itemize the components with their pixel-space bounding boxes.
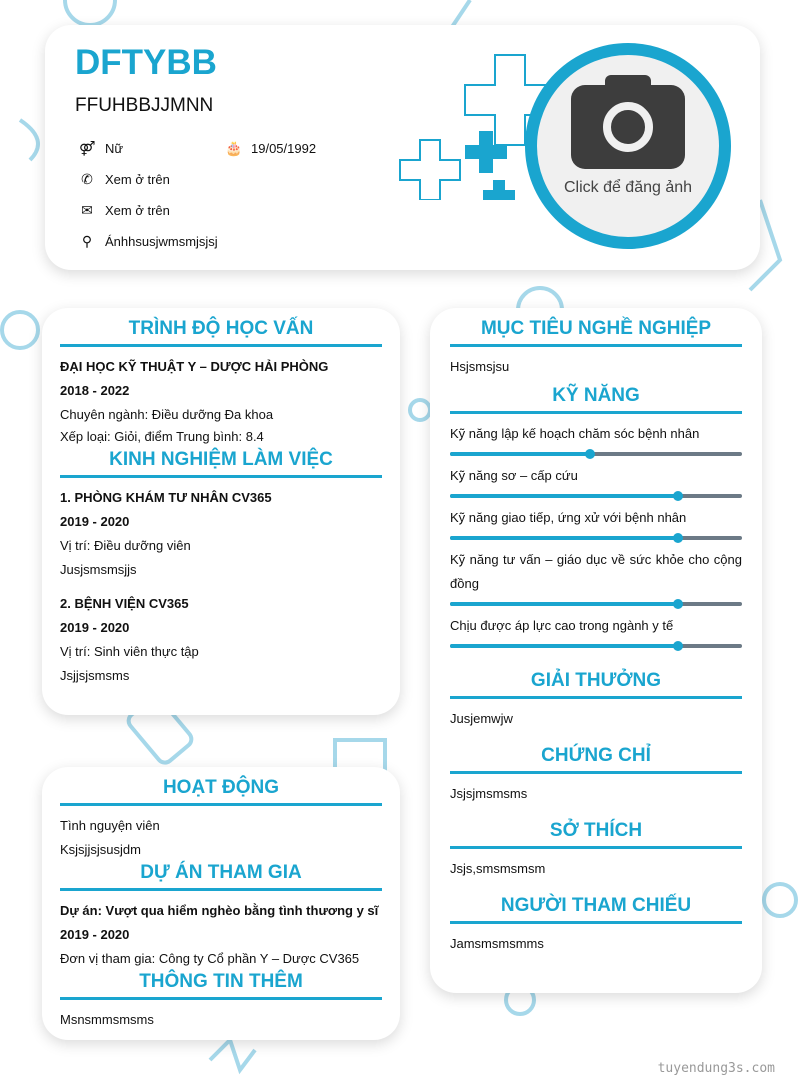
company: 2. BỆNH VIỆN CV365 (60, 596, 189, 611)
skill-level-handle (673, 491, 683, 501)
phone: Xem ở trên (105, 172, 170, 187)
job-title: FFUHBBJJMNN (75, 95, 214, 116)
awards-heading: GIẢI THƯỞNG (450, 656, 742, 699)
candidate-name: DFTYBB (75, 43, 217, 82)
activities-heading: HOẠT ĐỘNG (60, 767, 382, 806)
watermark: tuyendung3s.com (657, 1061, 775, 1076)
activity-role: Tình nguyện viên (60, 818, 160, 833)
skills-list (450, 422, 742, 648)
skill-level-slider (450, 602, 742, 606)
hobbies-heading: SỞ THÍCH (450, 806, 742, 849)
skill-level-handle (673, 533, 683, 543)
envelope-icon: ✉ (81, 202, 93, 218)
location-pin-icon: ⚲ (81, 233, 93, 249)
skill-level-fill (450, 602, 678, 606)
experience-item (60, 592, 382, 688)
skill-item (450, 614, 742, 648)
certificates-text: Jsjsjmsmsms (450, 786, 528, 801)
skill-level-handle (585, 449, 595, 459)
references-heading: NGƯỜI THAM CHIẾU (450, 881, 742, 924)
major: Chuyên ngành: Điều dưỡng Đa khoa (60, 407, 274, 422)
description: Jusjsmsmsjjs (60, 562, 137, 577)
right-column-card (430, 308, 762, 993)
skill-level-slider (450, 494, 742, 498)
awards-text: Jusjemwjw (450, 711, 513, 726)
skill-label: Kỹ năng lập kế hoạch chăm sóc bệnh nhân (450, 426, 700, 441)
experience-heading: KINH NGHIỆM LÀM VIỆC (60, 449, 382, 478)
skill-level-fill (450, 494, 678, 498)
references-text: Jamsmsmsmms (450, 936, 544, 951)
skill-level-handle (673, 599, 683, 609)
phone-row (79, 171, 170, 188)
skills-heading: KỸ NĂNG (450, 379, 742, 414)
birthday-row (225, 140, 316, 157)
email: Xem ở trên (105, 203, 170, 218)
grade: Xếp loại: Giỏi, điểm Trung bình: 8.4 (60, 429, 264, 444)
project-name: Dự án: Vượt qua hiểm nghèo bằng tình thương y sĩ (60, 903, 379, 918)
education-heading: TRÌNH ĐỘ HỌC VẤN (60, 308, 382, 347)
projects-heading: DỰ ÁN THAM GIA (60, 862, 382, 891)
certificates-heading: CHỨNG CHỈ (450, 731, 742, 774)
objective-heading: MỤC TIÊU NGHỀ NGHIỆP (450, 308, 742, 347)
skill-level-fill (450, 452, 590, 456)
years: 2019 - 2020 (60, 620, 130, 635)
upload-photo-button[interactable] (525, 43, 731, 249)
education-years: 2018 - 2022 (60, 383, 130, 398)
position: Vị trí: Điều dưỡng viên (60, 538, 191, 553)
skill-level-slider (450, 452, 742, 456)
extra-heading: THÔNG TIN THÊM (60, 971, 382, 1000)
gender: Nữ (105, 141, 124, 156)
skill-label: Kỹ năng tư vấn – giáo dục về sức khỏe cho cộng đồng (450, 552, 742, 591)
experience-item (60, 486, 382, 582)
header-card (45, 25, 760, 270)
activity-desc: Ksjsjjsjsusjdm (60, 842, 141, 857)
photo-label: Click để đăng ảnh (563, 179, 693, 196)
skill-item (450, 422, 742, 456)
skill-label: Kỹ năng sơ – cấp cứu (450, 468, 578, 483)
skill-item (450, 548, 742, 606)
skill-level-handle (673, 641, 683, 651)
skill-label: Kỹ năng giao tiếp, ứng xử với bệnh nhân (450, 510, 687, 525)
extra-text: Msnsmmsmsms (60, 1012, 154, 1027)
skill-label: Chịu được áp lực cao trong ngành y tế (450, 618, 674, 633)
description: Jsjjsjsmsms (60, 668, 130, 683)
hobbies-text: Jsjs,smsmsmsm (450, 861, 546, 876)
education-experience-card (42, 308, 400, 715)
company: 1. PHÒNG KHÁM TƯ NHÂN CV365 (60, 490, 272, 505)
birthday: 19/05/1992 (251, 141, 317, 156)
activities-card (42, 767, 400, 1040)
address-row (79, 233, 218, 250)
position: Vị trí: Sinh viên thực tập (60, 644, 199, 659)
skill-level-fill (450, 644, 678, 648)
cake-icon: 🎂 (225, 140, 243, 156)
camera-icon (571, 85, 685, 169)
years: 2019 - 2020 (60, 514, 130, 529)
phone-icon: ✆ (81, 171, 93, 187)
skill-level-slider (450, 644, 742, 648)
gender-icon: ⚤ (79, 140, 96, 156)
skill-level-slider (450, 536, 742, 540)
school: ĐẠI HỌC KỸ THUẬT Y – DƯỢC HẢI PHÒNG (60, 359, 329, 374)
objective-text: Hsjsmsjsu (450, 359, 510, 374)
project-years: 2019 - 2020 (60, 927, 130, 942)
project-org: Đơn vị tham gia: Công ty Cổ phần Y – Dược CV365 (60, 951, 360, 966)
email-row (79, 202, 170, 219)
skill-level-fill (450, 536, 678, 540)
skill-item (450, 464, 742, 498)
address: Ánhhsusjwmsmjsjsj (105, 234, 218, 249)
gender-row (79, 140, 123, 157)
skill-item (450, 506, 742, 540)
